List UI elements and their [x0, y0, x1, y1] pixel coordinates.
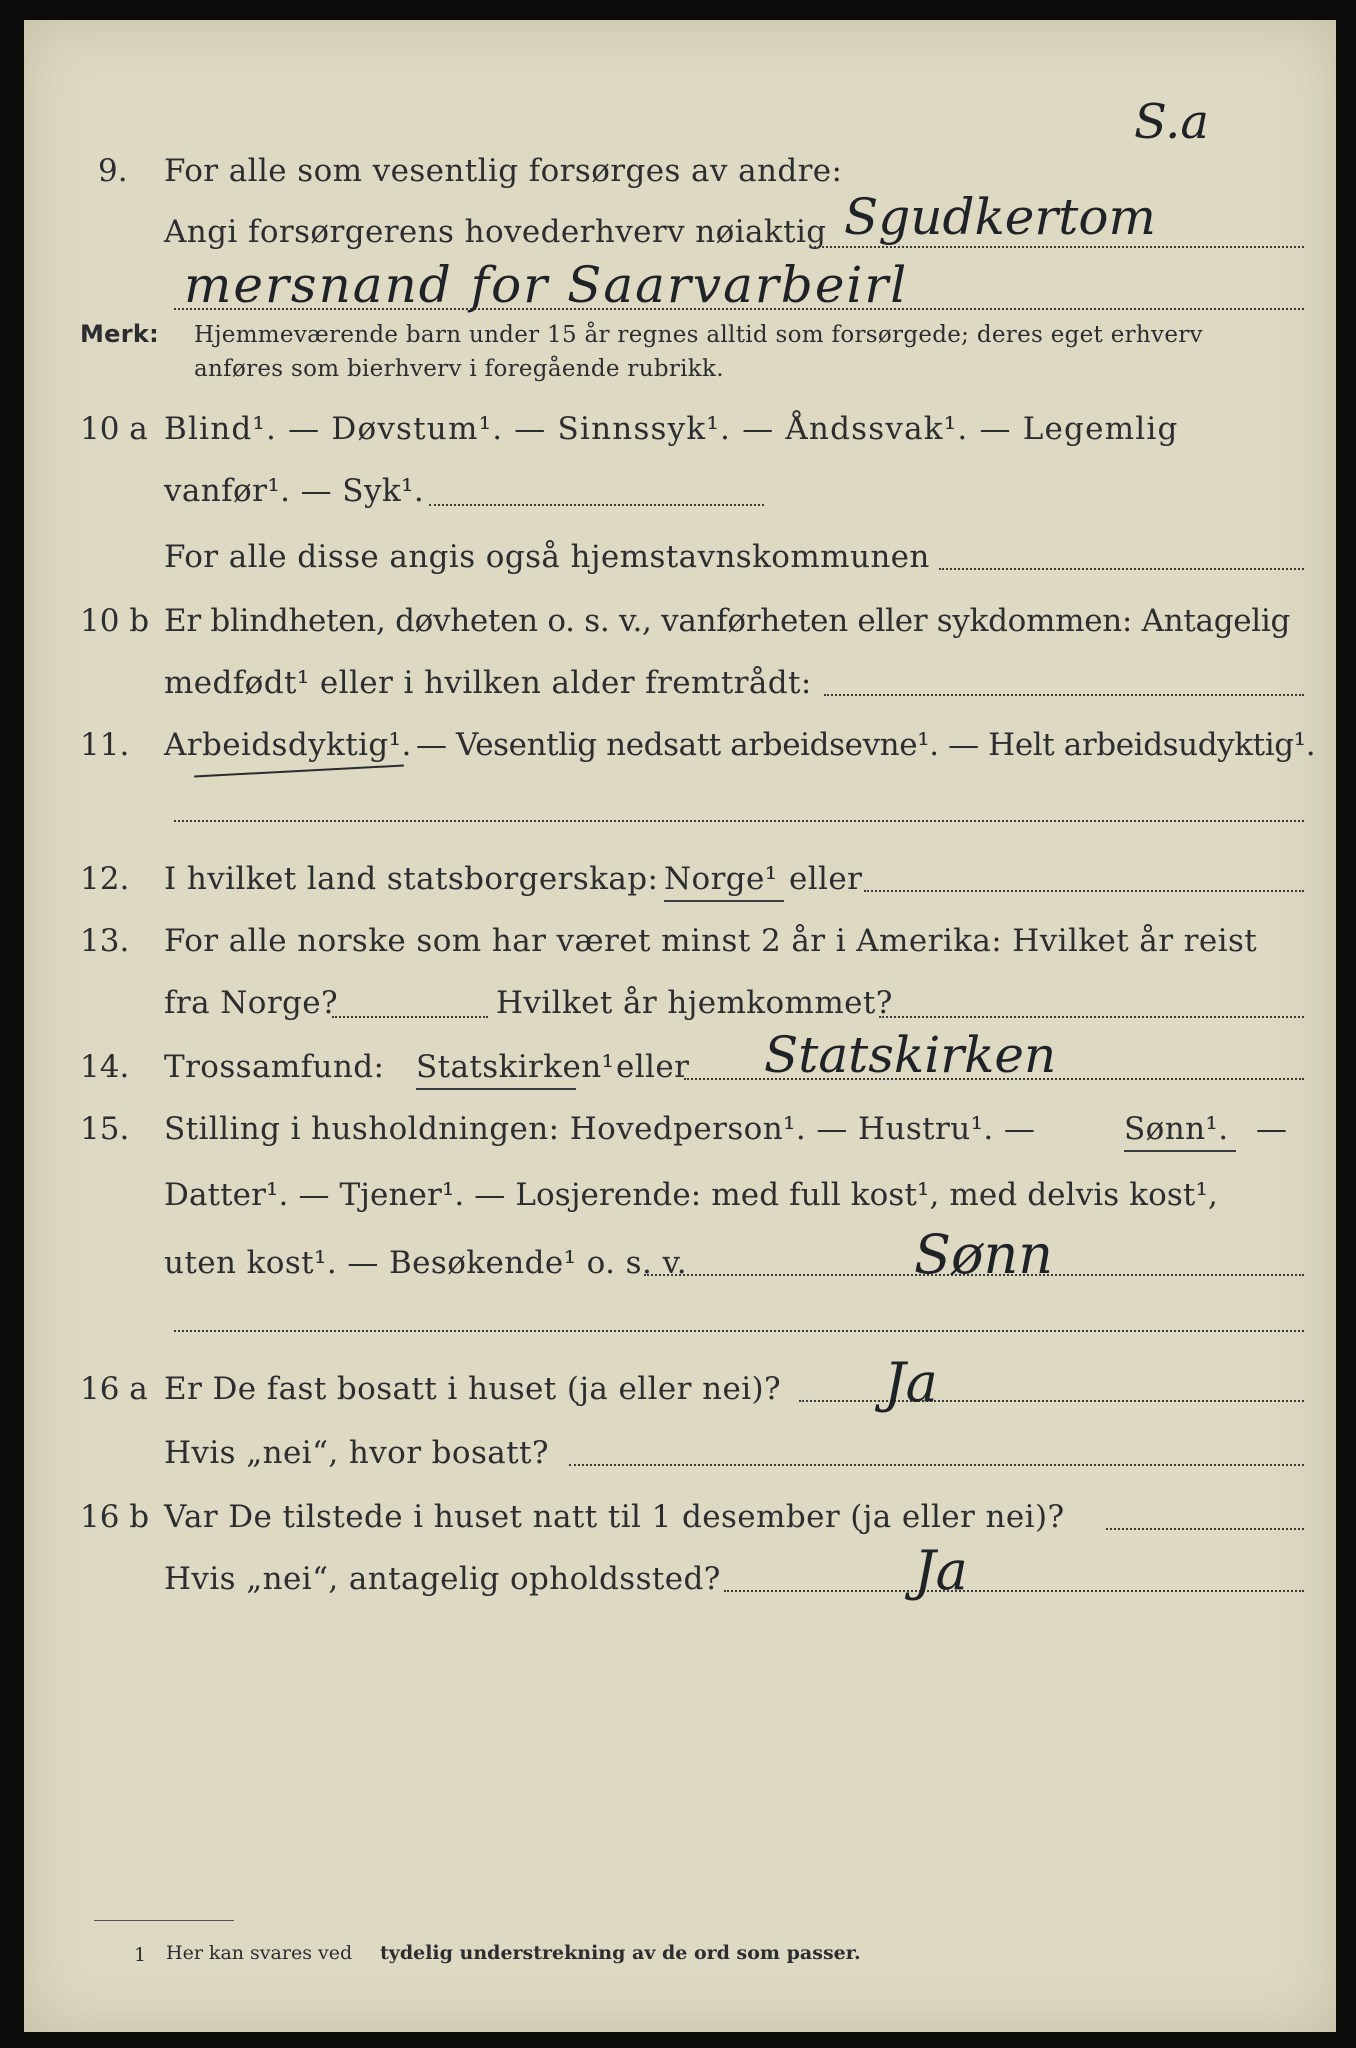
q11-rest: — Vesentlig nedsatt arbeidsevne¹. — Helt arbeidsudyktig¹. — [416, 727, 1316, 763]
merk-line2: anføres som bierhverv i foregående rubrikk. — [194, 356, 724, 382]
q15-line3: uten kost¹. — Besøkende¹ o. s. v. — [164, 1245, 687, 1281]
q10b-line2: medfødt¹ eller i hvilken alder fremtrådt: — [164, 665, 812, 701]
q9-line2: Angi forsørgerens hovederhverv nøiaktig — [164, 214, 827, 250]
q9-line1: For alle som vesentlig forsørges av andre: — [164, 153, 843, 189]
q10a-line2: vanfør¹. — Syk¹. — [164, 473, 425, 509]
q10a-answer-line-kommune — [939, 568, 1304, 570]
q16a-number: 16 a — [80, 1371, 148, 1407]
q10a-line1: Blind¹. — Døvstum¹. — Sinnssyk¹. — Åndssvak¹. — Legemlig — [164, 411, 1179, 447]
q14-prefix: Trossamfund: — [164, 1049, 385, 1085]
q12-option: Norge¹ — [664, 861, 778, 897]
q10b-answer-line — [824, 694, 1304, 696]
q13-number: 13. — [80, 923, 130, 959]
q10b-number: 10 b — [80, 603, 150, 639]
q12-option-underline — [664, 900, 784, 902]
q16a-line2: Hvis „nei“, hvor bosatt? — [164, 1435, 549, 1471]
q16b-answer-line — [1106, 1528, 1304, 1530]
q9-handwritten-answer2: mersnand for Saarvarbeirl — [184, 256, 909, 314]
q14-option: Statskirken¹ — [416, 1049, 615, 1085]
q15-option-underline — [1124, 1150, 1236, 1152]
q15-number: 15. — [80, 1111, 130, 1147]
q12-answer-line — [864, 890, 1304, 892]
q11-answer-line — [174, 820, 1304, 822]
q16b-line1: Var De tilstede i huset natt til 1 desember (ja eller nei)? — [164, 1499, 1065, 1535]
q14-number: 14. — [80, 1049, 130, 1085]
q16a-line1: Er De fast bosatt i huset (ja eller nei)? — [164, 1371, 782, 1407]
q9-answer-line1 — [814, 246, 1304, 248]
q16b-handwritten-answer: Ja — [914, 1539, 968, 1602]
q10a-number: 10 a — [80, 411, 148, 447]
q13-answer-line-reist — [332, 1016, 488, 1018]
q16a-answer-line — [799, 1400, 1304, 1402]
q15-line1c: — — [1256, 1111, 1288, 1147]
q10a-line3: For alle disse angis også hjemstavnskommunen — [164, 539, 930, 575]
q12-suffix: eller — [789, 861, 863, 897]
q11-number: 11. — [80, 727, 130, 763]
corner-annotation: S.a — [1134, 94, 1210, 150]
q15-handwritten-answer: Sønn — [914, 1223, 1054, 1286]
q16a-handwritten-answer: Ja — [884, 1351, 938, 1414]
q14-option-underline — [416, 1088, 576, 1090]
q10b-line1: Er blindheten, døvheten o. s. v., vanførheten eller sykdommen: Antagelig — [164, 603, 1291, 639]
q14-suffix: eller — [616, 1049, 690, 1085]
q14-handwritten-answer: Statskirken — [764, 1026, 1057, 1084]
census-form-page — [24, 20, 1336, 2032]
q12-prefix: I hvilket land statsborgerskap: — [164, 861, 659, 897]
q9-number: 9. — [98, 153, 128, 189]
q13-answer-line-hjemkommet — [879, 1016, 1304, 1018]
q16a-answer-line2 — [569, 1464, 1304, 1466]
q16b-answer-line2 — [724, 1590, 1304, 1592]
q12-number: 12. — [80, 861, 130, 897]
footnote-rule — [94, 1920, 234, 1921]
footnote-text-a: Her kan svares ved — [166, 1942, 353, 1964]
footnote-text-b: tydelig understrekning av de ord som passer. — [380, 1942, 861, 1964]
q13-line1: For alle norske som har været minst 2 år i Amerika: Hvilket år reist — [164, 923, 1258, 959]
merk-line1: Hjemmeværende barn under 15 år regnes alltid som forsørgede; deres eget erhverv — [194, 322, 1203, 348]
footnote-mark: 1 — [134, 1944, 147, 1966]
merk-label: Merk: — [80, 320, 160, 348]
q16b-line2: Hvis „nei“, antagelig opholdssted? — [164, 1561, 721, 1597]
q16b-number: 16 b — [80, 1499, 150, 1535]
q11-strikethrough — [194, 765, 404, 778]
q13-line2a: fra Norge? — [164, 985, 339, 1021]
q9-handwritten-answer1: Sgudkertom — [844, 188, 1156, 246]
q15-line1b-option: Sønn¹. — [1124, 1111, 1229, 1147]
q11-struck-option: Arbeidsdyktig¹. — [164, 727, 412, 763]
q13-line2b: Hvilket år hjemkommet? — [496, 985, 893, 1021]
q15-line1a: Stilling i husholdningen: Hovedperson¹. — Hustru¹. — — [164, 1111, 1036, 1147]
q10a-answer-line-syk — [429, 504, 764, 506]
q15-answer-line2 — [174, 1330, 1304, 1332]
q15-line2: Datter¹. — Tjener¹. — Losjerende: med full kost¹, med delvis kost¹, — [164, 1177, 1218, 1213]
